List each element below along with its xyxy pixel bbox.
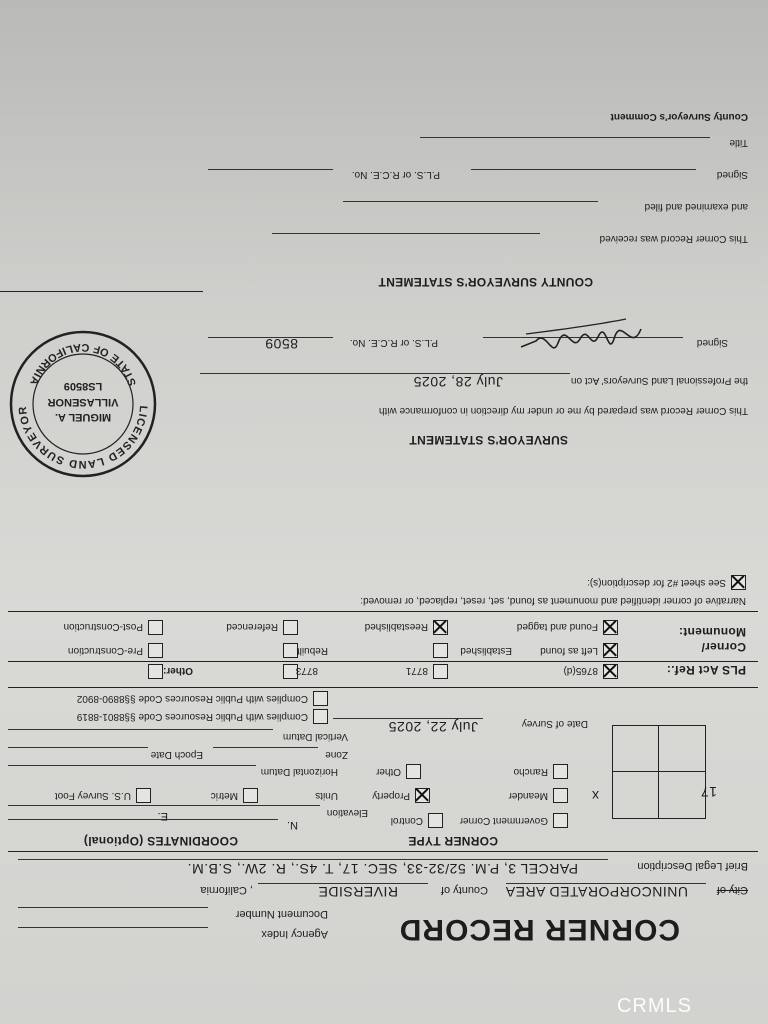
county-signed-line	[471, 169, 696, 170]
see-sheet-label: See sheet #2 for description(s):	[587, 577, 726, 588]
county-received-line	[272, 233, 540, 234]
county-filed-line	[343, 201, 598, 202]
horizontal-datum-line	[8, 765, 256, 766]
epoch-date-label: Epoch Date	[150, 749, 203, 760]
divider-1	[8, 851, 758, 852]
surveyors-statement-date: July 28, 2025	[413, 374, 503, 390]
surveyors-license-line	[208, 337, 333, 338]
metric-label: Metric	[210, 790, 238, 801]
county-value: RIVERSIDE	[318, 884, 398, 900]
established-checkbox[interactable]	[433, 643, 448, 658]
established-label: Established	[460, 645, 512, 656]
rebuilt-label: Rebuilt	[296, 645, 328, 656]
post-construction-label: Post-Construction	[63, 621, 143, 632]
government-corner-label: Government Corner	[459, 815, 548, 826]
crmls-watermark: CRMLS	[616, 995, 692, 1017]
county-statement-text-2: and examined and filed	[644, 201, 748, 212]
document-number-label: Document Number	[235, 908, 328, 920]
other-checkbox[interactable]	[406, 764, 421, 779]
divider-2	[8, 687, 758, 688]
found-and-tagged-label: Found and tagged	[516, 621, 598, 632]
vertical-datum-label: Vertical Datum	[282, 731, 348, 742]
property-label: Property	[372, 790, 410, 801]
vertical-datum-line	[8, 729, 273, 730]
e-label: E.	[157, 810, 168, 822]
seal-name-2: VILLASENOR	[47, 396, 119, 408]
corner-monument-label-1: Corner/	[701, 640, 746, 654]
section-mark: x	[591, 788, 599, 804]
brief-legal-value: PARCEL 3, P.M. 52/32-33, SEC. 17, T. 4S., R. 2W., S.B.M.	[187, 861, 578, 877]
referenced-label: Referenced	[226, 621, 278, 632]
control-label: Control	[390, 815, 423, 826]
n-line	[8, 819, 278, 820]
rebuilt-checkbox[interactable]	[283, 643, 298, 658]
zone-label: Zone	[325, 749, 348, 760]
agency-index-label: Agency Index	[261, 928, 328, 940]
surveyor-signature	[516, 309, 646, 369]
coordinates-heading: COORDINATES (Optional)	[83, 834, 238, 848]
city-value: UNINCORPORATED AREA	[505, 884, 688, 900]
n-label: N.	[287, 819, 298, 831]
county-comment-label: County Surveyor's Comment	[610, 111, 748, 122]
county-statement-text-1: This Corner Record was received	[599, 233, 748, 244]
county-signed-label: Signed	[716, 169, 748, 180]
document-number-line	[18, 907, 208, 908]
state-suffix: , California	[200, 884, 253, 896]
divider-5	[0, 291, 203, 292]
code-8890-checkbox[interactable]	[313, 691, 328, 706]
corner-monument-label-2: Monument:	[678, 625, 746, 639]
county-label: County of	[440, 884, 488, 896]
property-checkbox[interactable]	[415, 788, 430, 803]
epoch-date-line	[8, 747, 148, 748]
surveyors-pls-label: P.L.S. or R.C.E. No.	[349, 337, 438, 348]
county-statement-heading: COUNTY SURVEYOR'S STATEMENT	[378, 275, 593, 289]
metric-checkbox[interactable]	[243, 788, 258, 803]
county-title-line	[420, 137, 710, 138]
surveyors-license-no: 8509	[264, 336, 298, 352]
elevation-line	[8, 805, 320, 806]
code-8801-label: Complies with Public Resources Code §§8801-8819	[76, 711, 308, 722]
government-corner-checkbox[interactable]	[553, 813, 568, 828]
pls-8773-label: 8773	[295, 665, 318, 676]
pls-8771-checkbox[interactable]	[433, 664, 448, 679]
corner-type-heading: CORNER TYPE	[408, 834, 498, 848]
units-label: Units	[315, 790, 338, 801]
reestablished-checkbox[interactable]	[433, 620, 448, 635]
section-number: 17	[700, 784, 717, 800]
us-survey-foot-checkbox[interactable]	[136, 788, 151, 803]
surveyors-statement-text-2: the Professional Land Surveyors' Act on	[570, 375, 748, 386]
zone-line	[213, 747, 318, 748]
narrative-label: Narrative of corner identified and monument as found, set, reset, replaced, or removed:	[360, 595, 746, 606]
horizontal-datum-label: Horizontal Datum	[260, 766, 338, 777]
meander-label: Meander	[508, 790, 548, 801]
brief-legal-line	[18, 859, 608, 860]
survey-date-label: Date of Survey	[521, 718, 588, 729]
pre-construction-checkbox[interactable]	[148, 643, 163, 658]
survey-date-line	[333, 718, 483, 719]
surveyors-signed-label: Signed	[696, 337, 728, 348]
seal-bottom-text: STATE OF CALIFORNIA	[27, 340, 139, 388]
pls-8765-checkbox[interactable]	[603, 664, 618, 679]
post-construction-checkbox[interactable]	[148, 620, 163, 635]
pls-8765-label: 8765(d)	[563, 665, 598, 676]
seal-top-text: LICENSED LAND SURVEYOR	[16, 405, 150, 471]
see-sheet-checkbox[interactable]	[731, 575, 746, 590]
pre-construction-label: Pre-Construction	[67, 645, 143, 656]
pls-8771-label: 8771	[405, 665, 428, 676]
surveyors-statement-heading: SURVEYOR'S STATEMENT	[409, 433, 568, 447]
brief-legal-label: Brief Legal Description	[637, 860, 748, 872]
meander-checkbox[interactable]	[553, 788, 568, 803]
left-as-found-label: Left as found	[540, 645, 598, 656]
city-label: City of	[716, 884, 748, 896]
seal-number: LS8509	[63, 380, 103, 392]
form-title: CORNER RECORD	[398, 913, 680, 946]
referenced-checkbox[interactable]	[283, 620, 298, 635]
divider-4	[8, 611, 758, 612]
pls-act-label: PLS Act Ref.:	[666, 663, 746, 677]
city-line	[506, 883, 706, 884]
divider-3	[8, 661, 758, 662]
elevation-label: Elevation	[326, 807, 368, 818]
agency-index-line	[18, 927, 208, 928]
section-grid	[591, 725, 717, 819]
survey-date-value: July 22, 2025	[388, 719, 478, 735]
surveyor-seal	[8, 329, 158, 479]
rancho-checkbox[interactable]	[553, 764, 568, 779]
statement-date-line	[200, 373, 570, 374]
surveyors-statement-text-1: This Corner Record was prepared by me or under my direction in conformance with	[378, 405, 748, 416]
pls-other-label: Other:	[163, 665, 193, 676]
control-checkbox[interactable]	[428, 813, 443, 828]
pls-other-checkbox[interactable]	[148, 664, 163, 679]
left-as-found-checkbox[interactable]	[603, 643, 618, 658]
us-survey-foot-label: U.S. Survey Foot	[54, 790, 131, 801]
found-and-tagged-checkbox[interactable]	[603, 620, 618, 635]
county-pls-line	[208, 169, 333, 170]
county-line	[258, 883, 428, 884]
other-label: Other	[375, 766, 401, 777]
rancho-label: Rancho	[513, 766, 548, 777]
county-title-label: Title	[729, 137, 748, 148]
code-8890-label: Complies with Public Resources Code §§8890-8902	[76, 693, 308, 704]
seal-name-1: MIGUEL A.	[54, 411, 112, 423]
reestablished-label: Reestablished	[364, 621, 428, 632]
county-pls-label: P.L.S. or R.C.E. No.	[351, 169, 440, 180]
code-8801-checkbox[interactable]	[313, 709, 328, 724]
